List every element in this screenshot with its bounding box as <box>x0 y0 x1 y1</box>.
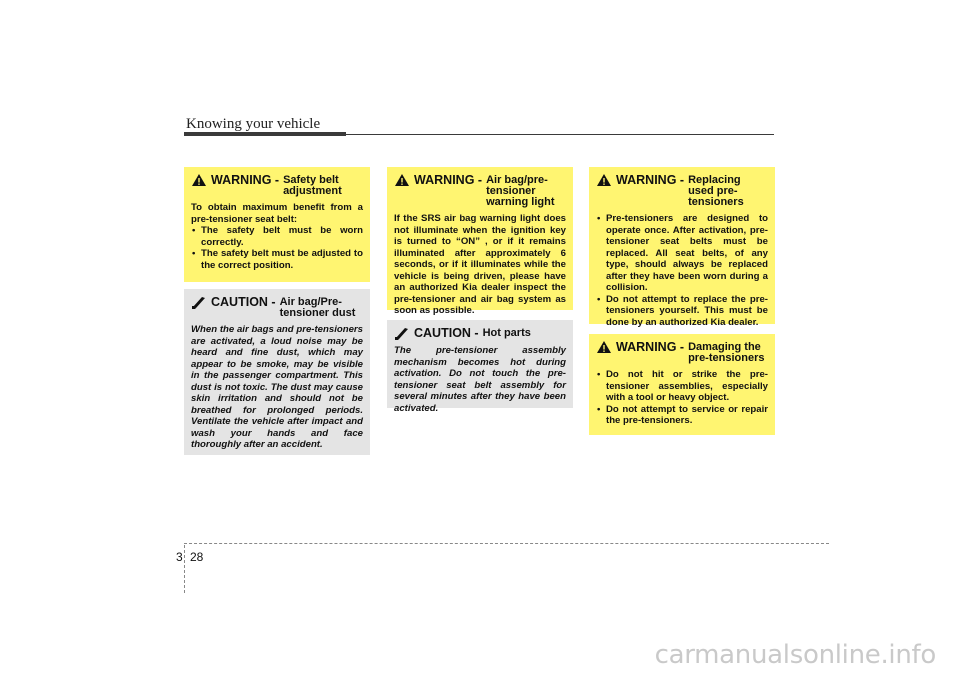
caution-text: The pre-tensioner assembly mechanism becomes hot during activation. Do not touch the pre-tensioner seat belt assembly for several minutes after they have been activated. <box>394 345 566 414</box>
caution-box-air-bag-dust <box>184 289 370 455</box>
caution-slash-icon <box>394 326 410 340</box>
warning-heading <box>394 175 566 208</box>
caution-keyword: CAUTION - <box>211 295 276 309</box>
caution-topic: Hot parts <box>482 327 531 339</box>
list-item: • Pre-tensioners are designed to operate once. After activation, pre-tensioner seat belts must be replaced. All seat belts, of any type, should always be replaced after they have been worn during a collision. <box>596 213 768 294</box>
warning-bullet-list <box>596 213 768 328</box>
warning-keyword: WARNING - <box>414 173 483 187</box>
caution-text: When the air bags and pre-tensioners are activated, a loud noise may be heard and fine dust, which may appear to be smoke, may be visible in the passenger compartment. This dust is not toxic. The dust may cause skin irritation and should not be breathed for prolonged periods. Ventilate the vehicle after impact and wash your hands and face thoroughly after an accident. <box>191 324 363 450</box>
warning-keyword: WARNING - <box>211 173 280 187</box>
warning-box-safety-belt-adjustment <box>184 167 370 282</box>
caution-box-hot-parts <box>387 320 573 414</box>
caution-heading <box>191 297 363 319</box>
footer-divider <box>184 545 185 593</box>
list-item: • The safety belt must be adjusted to the correct position. <box>191 248 363 271</box>
chapter-number: 3 <box>176 550 183 564</box>
warning-bullet-list <box>596 369 768 427</box>
warning-keyword: WARNING - <box>616 340 685 354</box>
list-item: • The safety belt must be worn correctly. <box>191 225 363 248</box>
warning-box-warning-light <box>387 167 573 316</box>
warning-heading <box>596 175 768 208</box>
warning-triangle-icon <box>191 173 207 187</box>
warning-bullet-list <box>191 225 363 271</box>
list-item: • Do not attempt to replace the pre-tensioners yourself. This must be done by an authorized Kia dealer. <box>596 294 768 329</box>
warning-topic: Replacing used pre-tensioners <box>688 174 744 208</box>
warning-box-damaging-pre-tensioners <box>589 334 775 435</box>
warning-intro: To obtain maximum benefit from a pre-tensioner seat belt: <box>191 202 363 225</box>
list-item: • Do not attempt to service or repair the pre-tensioners. <box>596 404 768 427</box>
warning-heading <box>596 342 768 364</box>
watermark-text: carmanualsonline.info <box>654 640 936 670</box>
warning-text: If the SRS air bag warning light does not illuminate when the ignition key is turned to “ON” , or if it remains illuminated after approximately 6 seconds, or if it illuminates while the vehicle is being driven, please have an authorized Kia dealer inspect the pre-tensioner and air bag system as soon as possible. <box>394 213 566 316</box>
warning-triangle-icon <box>596 173 612 187</box>
warning-topic: Safety belt adjustment <box>283 174 342 197</box>
warning-triangle-icon <box>596 340 612 354</box>
warning-topic: Air bag/pre-tensioner warning light <box>486 174 555 208</box>
header-rule <box>184 134 774 135</box>
caution-heading <box>394 328 566 340</box>
footer-rule <box>184 543 829 544</box>
caution-keyword: CAUTION - <box>414 326 479 340</box>
caution-slash-icon <box>191 295 207 309</box>
caution-topic: Air bag/Pre-tensioner dust <box>279 296 356 319</box>
list-item: • Do not hit or strike the pre-tensioner assemblies, especially with a tool or heavy object. <box>596 369 768 404</box>
warning-keyword: WARNING - <box>616 173 685 187</box>
warning-triangle-icon <box>394 173 410 187</box>
page-header-title: Knowing your vehicle <box>186 116 321 132</box>
page-number: 28 <box>190 550 204 564</box>
warning-box-replacing-pre-tensioners <box>589 167 775 328</box>
warning-heading <box>191 175 363 197</box>
warning-topic: Damaging the pre-tensioners <box>688 341 765 364</box>
